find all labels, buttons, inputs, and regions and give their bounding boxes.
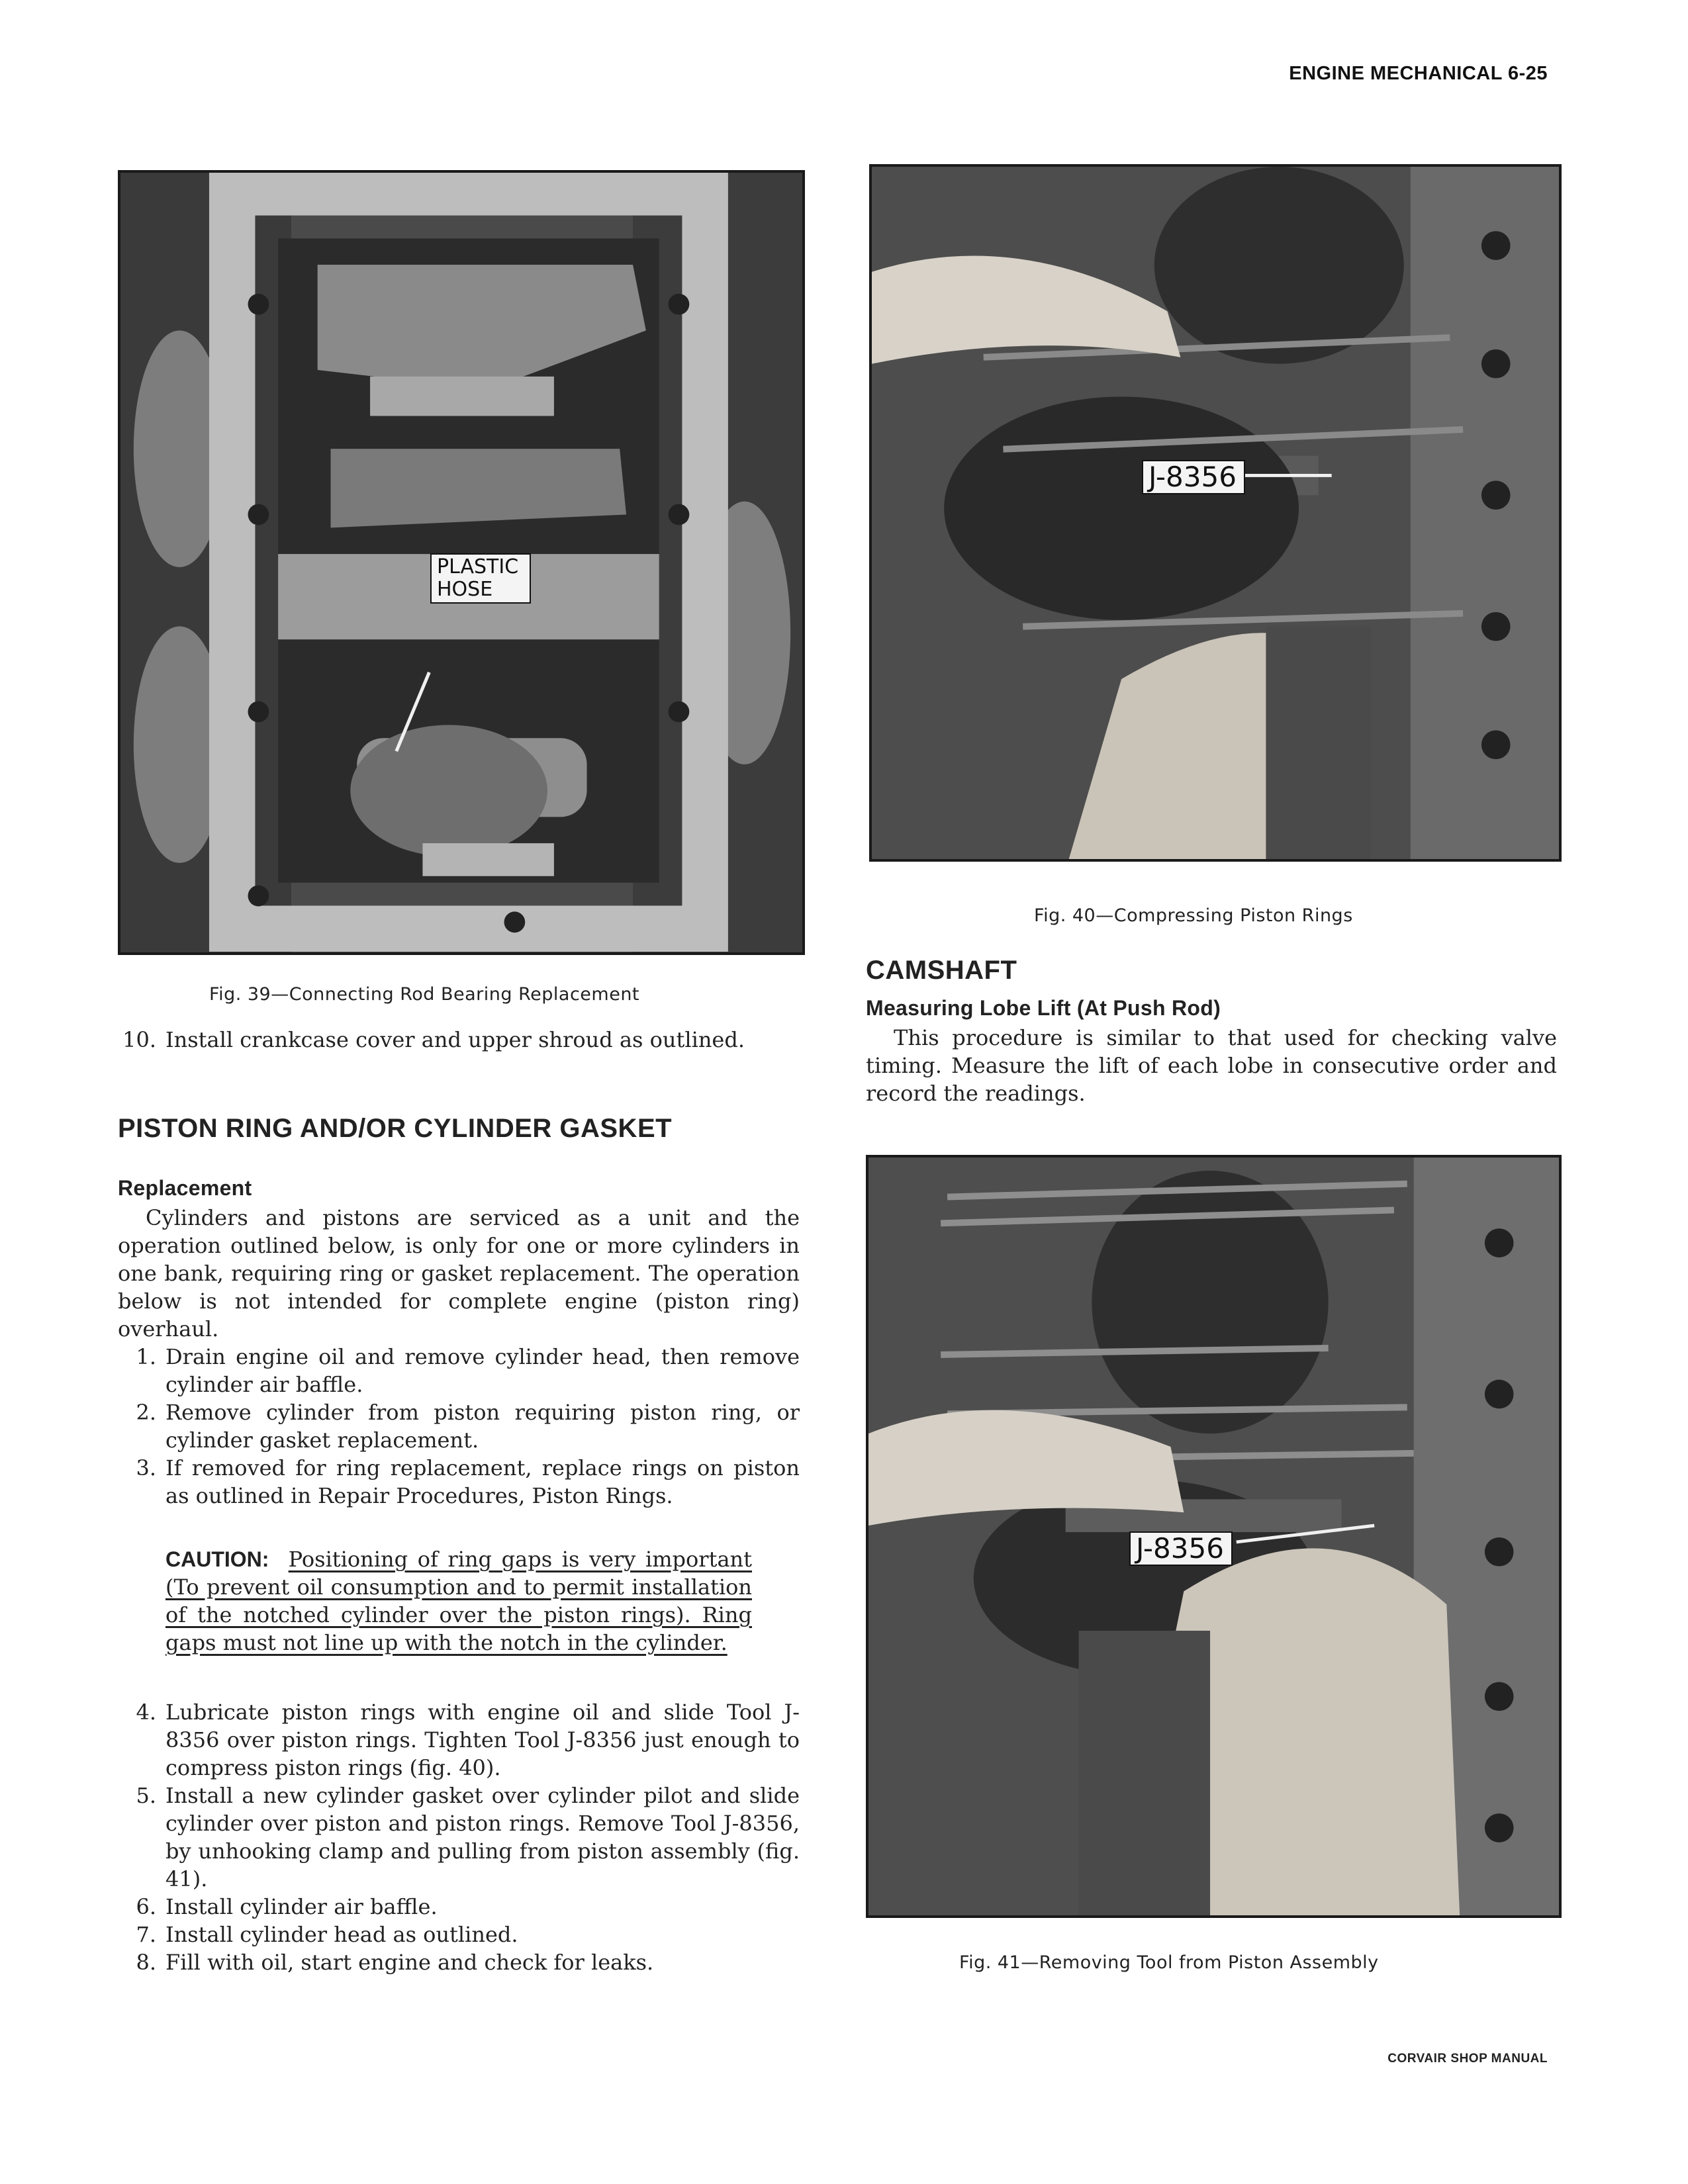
camshaft-text: This procedure is similar to that used for checking valve timing. Measure the lift of each lobe in consecutive order and record the readings. — [866, 1025, 1557, 1106]
cylinder-compress-illustration — [872, 167, 1559, 859]
step-number: 8. — [136, 1950, 156, 1975]
step-text: Fill with oil, start engine and check for leaks. — [165, 1950, 654, 1975]
fig40-caption: Fig. 40—Compressing Piston Rings — [1034, 905, 1353, 926]
step-number: 2. — [136, 1400, 156, 1425]
list-item — [118, 1026, 800, 1054]
fig39-photo — [118, 170, 805, 955]
list-item — [118, 1893, 800, 1921]
step-number: 4. — [136, 1700, 156, 1725]
step-text: If removed for ring replacement, replace rings on piston as outlined in Repair Procedures, Piston Rings. — [165, 1455, 800, 1508]
fig40-tool-label: J-8356 — [1149, 461, 1237, 493]
page-footer: CORVAIR SHOP MANUAL — [1387, 2052, 1548, 2066]
step-text: Install crankcase cover and upper shroud as outlined. — [165, 1027, 745, 1052]
list-item — [118, 1454, 800, 1510]
fig41-photo — [866, 1155, 1562, 1918]
fig41-caption: Fig. 41—Removing Tool from Piston Assembly — [959, 1952, 1379, 1973]
replacement-intro — [118, 1204, 800, 1343]
caution-text: Positioning of ring gaps is very important (To prevent oil consumption and to permit installation of the notched cylinder over the piston rings). Ring gaps must not line up with the notch in the cylinder. — [165, 1547, 753, 1655]
list-item — [118, 1398, 800, 1454]
step-text: Install a new cylinder gasket over cylinder pilot and slide cylinder over piston and piston rings. Remove Tool J-8356, by unhooking clamp and pulling from piston assembly (fig. 41). — [165, 1783, 800, 1891]
step-number: 6. — [136, 1894, 156, 1919]
fig41-tool-callout — [1129, 1531, 1233, 1566]
list-item — [118, 1782, 800, 1893]
list-item — [118, 1948, 800, 1976]
list-item — [118, 1343, 800, 1398]
step-text: Install cylinder air baffle. — [165, 1894, 438, 1919]
step-number: 10. — [122, 1027, 156, 1052]
piston-ring-section-title: PISTON RING AND/OR CYLINDER GASKET — [118, 1114, 673, 1143]
camshaft-title: CAMSHAFT — [866, 956, 1017, 985]
list-item — [118, 1698, 800, 1782]
step10-list — [118, 1026, 800, 1054]
step-text: Install cylinder head as outlined. — [165, 1922, 518, 1947]
steps-list-b — [118, 1698, 800, 1976]
camshaft-paragraph — [866, 1024, 1557, 1107]
step-number: 5. — [136, 1783, 156, 1808]
replacement-subtitle: Replacement — [118, 1176, 252, 1200]
step-text: Remove cylinder from piston requiring piston ring, or cylinder gasket replacement. — [165, 1400, 800, 1453]
fig41-tool-label: J-8356 — [1136, 1532, 1224, 1565]
list-item — [118, 1921, 800, 1948]
step-number: 1. — [136, 1344, 156, 1369]
step-number: 3. — [136, 1455, 156, 1480]
steps-list-a — [118, 1343, 800, 1510]
plastic-hose-callout — [430, 553, 531, 604]
step-text: Lubricate piston rings with engine oil and slide Tool J-8356 over piston rings. Tighten Tool J-8356 just enough to compress piston rings (fig. 40). — [165, 1700, 800, 1780]
plastic-hose-label: PLASTIC HOSE — [437, 555, 519, 601]
caution-note — [165, 1545, 752, 1657]
intro-text: Cylinders and pistons are serviced as a unit and the operation outlined below, is only for one or more cylinders in one bank, requiring ring or gasket replacement. The operation below is not intended for complete engine (piston ring) overhaul. — [118, 1205, 800, 1342]
step-number: 7. — [136, 1922, 156, 1947]
page-header: ENGINE MECHANICAL 6-25 — [1289, 63, 1548, 84]
camshaft-subtitle: Measuring Lobe Lift (At Push Rod) — [866, 996, 1221, 1020]
fig40-tool-callout — [1142, 460, 1245, 494]
fig40-photo — [869, 164, 1562, 862]
caution-label: CAUTION: — [165, 1547, 269, 1571]
step-text: Drain engine oil and remove cylinder head, then remove cylinder air baffle. — [165, 1344, 800, 1397]
fig39-caption: Fig. 39—Connecting Rod Bearing Replacement — [209, 984, 640, 1005]
